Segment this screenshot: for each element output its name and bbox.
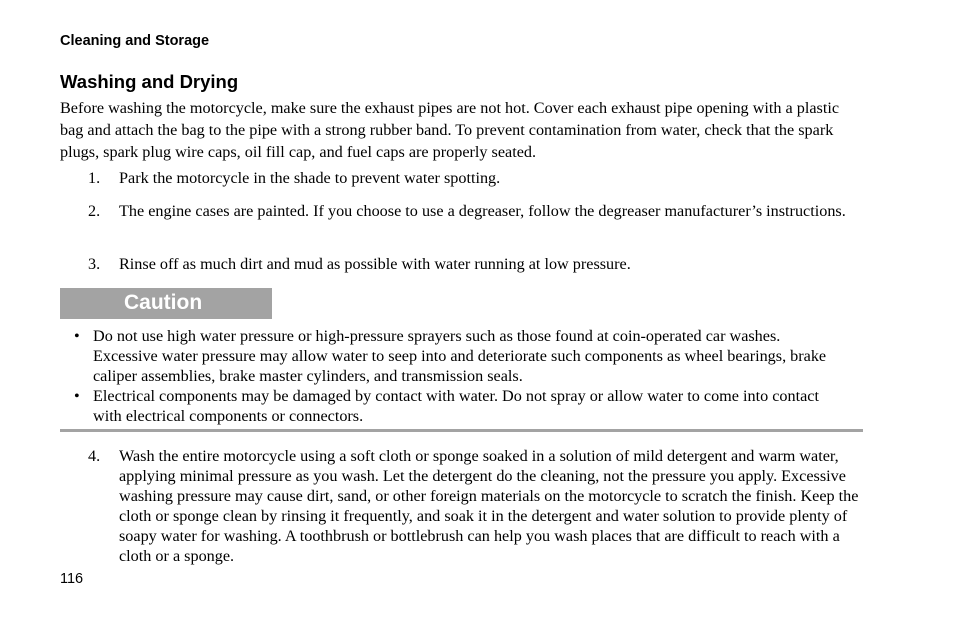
bullet-text: Do not use high water pressure or high‑pressure sprayers such as those found at coin‑operated car washes. Excessive water pressure may allow water to seep into and deteriorate such components as wheel bearings, brake caliper assemblies, brake master cylinders, and transmission seals. — [93, 327, 827, 385]
step-number: 3. — [88, 255, 101, 273]
step-2 — [88, 201, 860, 221]
step-number: 1. — [88, 169, 101, 187]
step-text: Rinse off as much dirt and mud as possible with water running at low pressure. — [119, 255, 631, 273]
bullet-icon: • — [74, 387, 80, 405]
caution-title: Caution — [124, 291, 203, 314]
step-number: 2. — [88, 202, 101, 220]
step-3 — [88, 254, 860, 274]
bullet-icon: • — [74, 327, 80, 345]
caution-bullet-2 — [74, 386, 844, 426]
caution-bullet-1 — [74, 326, 844, 386]
page-heading: Washing and Drying — [60, 71, 239, 92]
section-header: Cleaning and Storage — [60, 33, 210, 49]
intro-paragraph: Before washing the motorcycle, make sure the exhaust pipes are not hot. Cover each exhaust pipe opening with a plastic bag and attach the bag to the pipe with a strong rubber band. To prevent contamination from water, check that the spark plugs, spark plug wire caps, oil fill cap, and fuel caps are properly seated. — [60, 99, 840, 161]
step-text: The engine cases are painted. If you choose to use a degreaser, follow the degreaser manufacturer’s instructions. — [119, 202, 846, 220]
step-4 — [88, 446, 860, 566]
bullet-text: Electrical components may be damaged by contact with water. Do not spray or allow water to come into contact with electrical components or connectors. — [93, 387, 819, 425]
page-number: 116 — [60, 571, 84, 587]
caution-divider — [60, 429, 863, 432]
step-text: Wash the entire motorcycle using a soft cloth or sponge soaked in a solution of mild detergent and warm water, applying minimal pressure as you wash. Let the detergent do the cleaning, not the pressure you apply. Excessive washing pressure may cause dirt, sand, or other foreign materials on the motorcycle to scratch the finish. Keep the cloth or sponge clean by rinsing it frequently, and soak it in the detergent and water solution to provide plenty of soapy water for washing. A toothbrush or bottlebrush can help you wash places that are difficult to reach with a cloth or a sponge. — [119, 447, 859, 565]
step-number: 4. — [88, 447, 101, 465]
step-text: Park the motorcycle in the shade to prevent water spotting. — [119, 169, 501, 187]
step-1 — [88, 168, 860, 188]
